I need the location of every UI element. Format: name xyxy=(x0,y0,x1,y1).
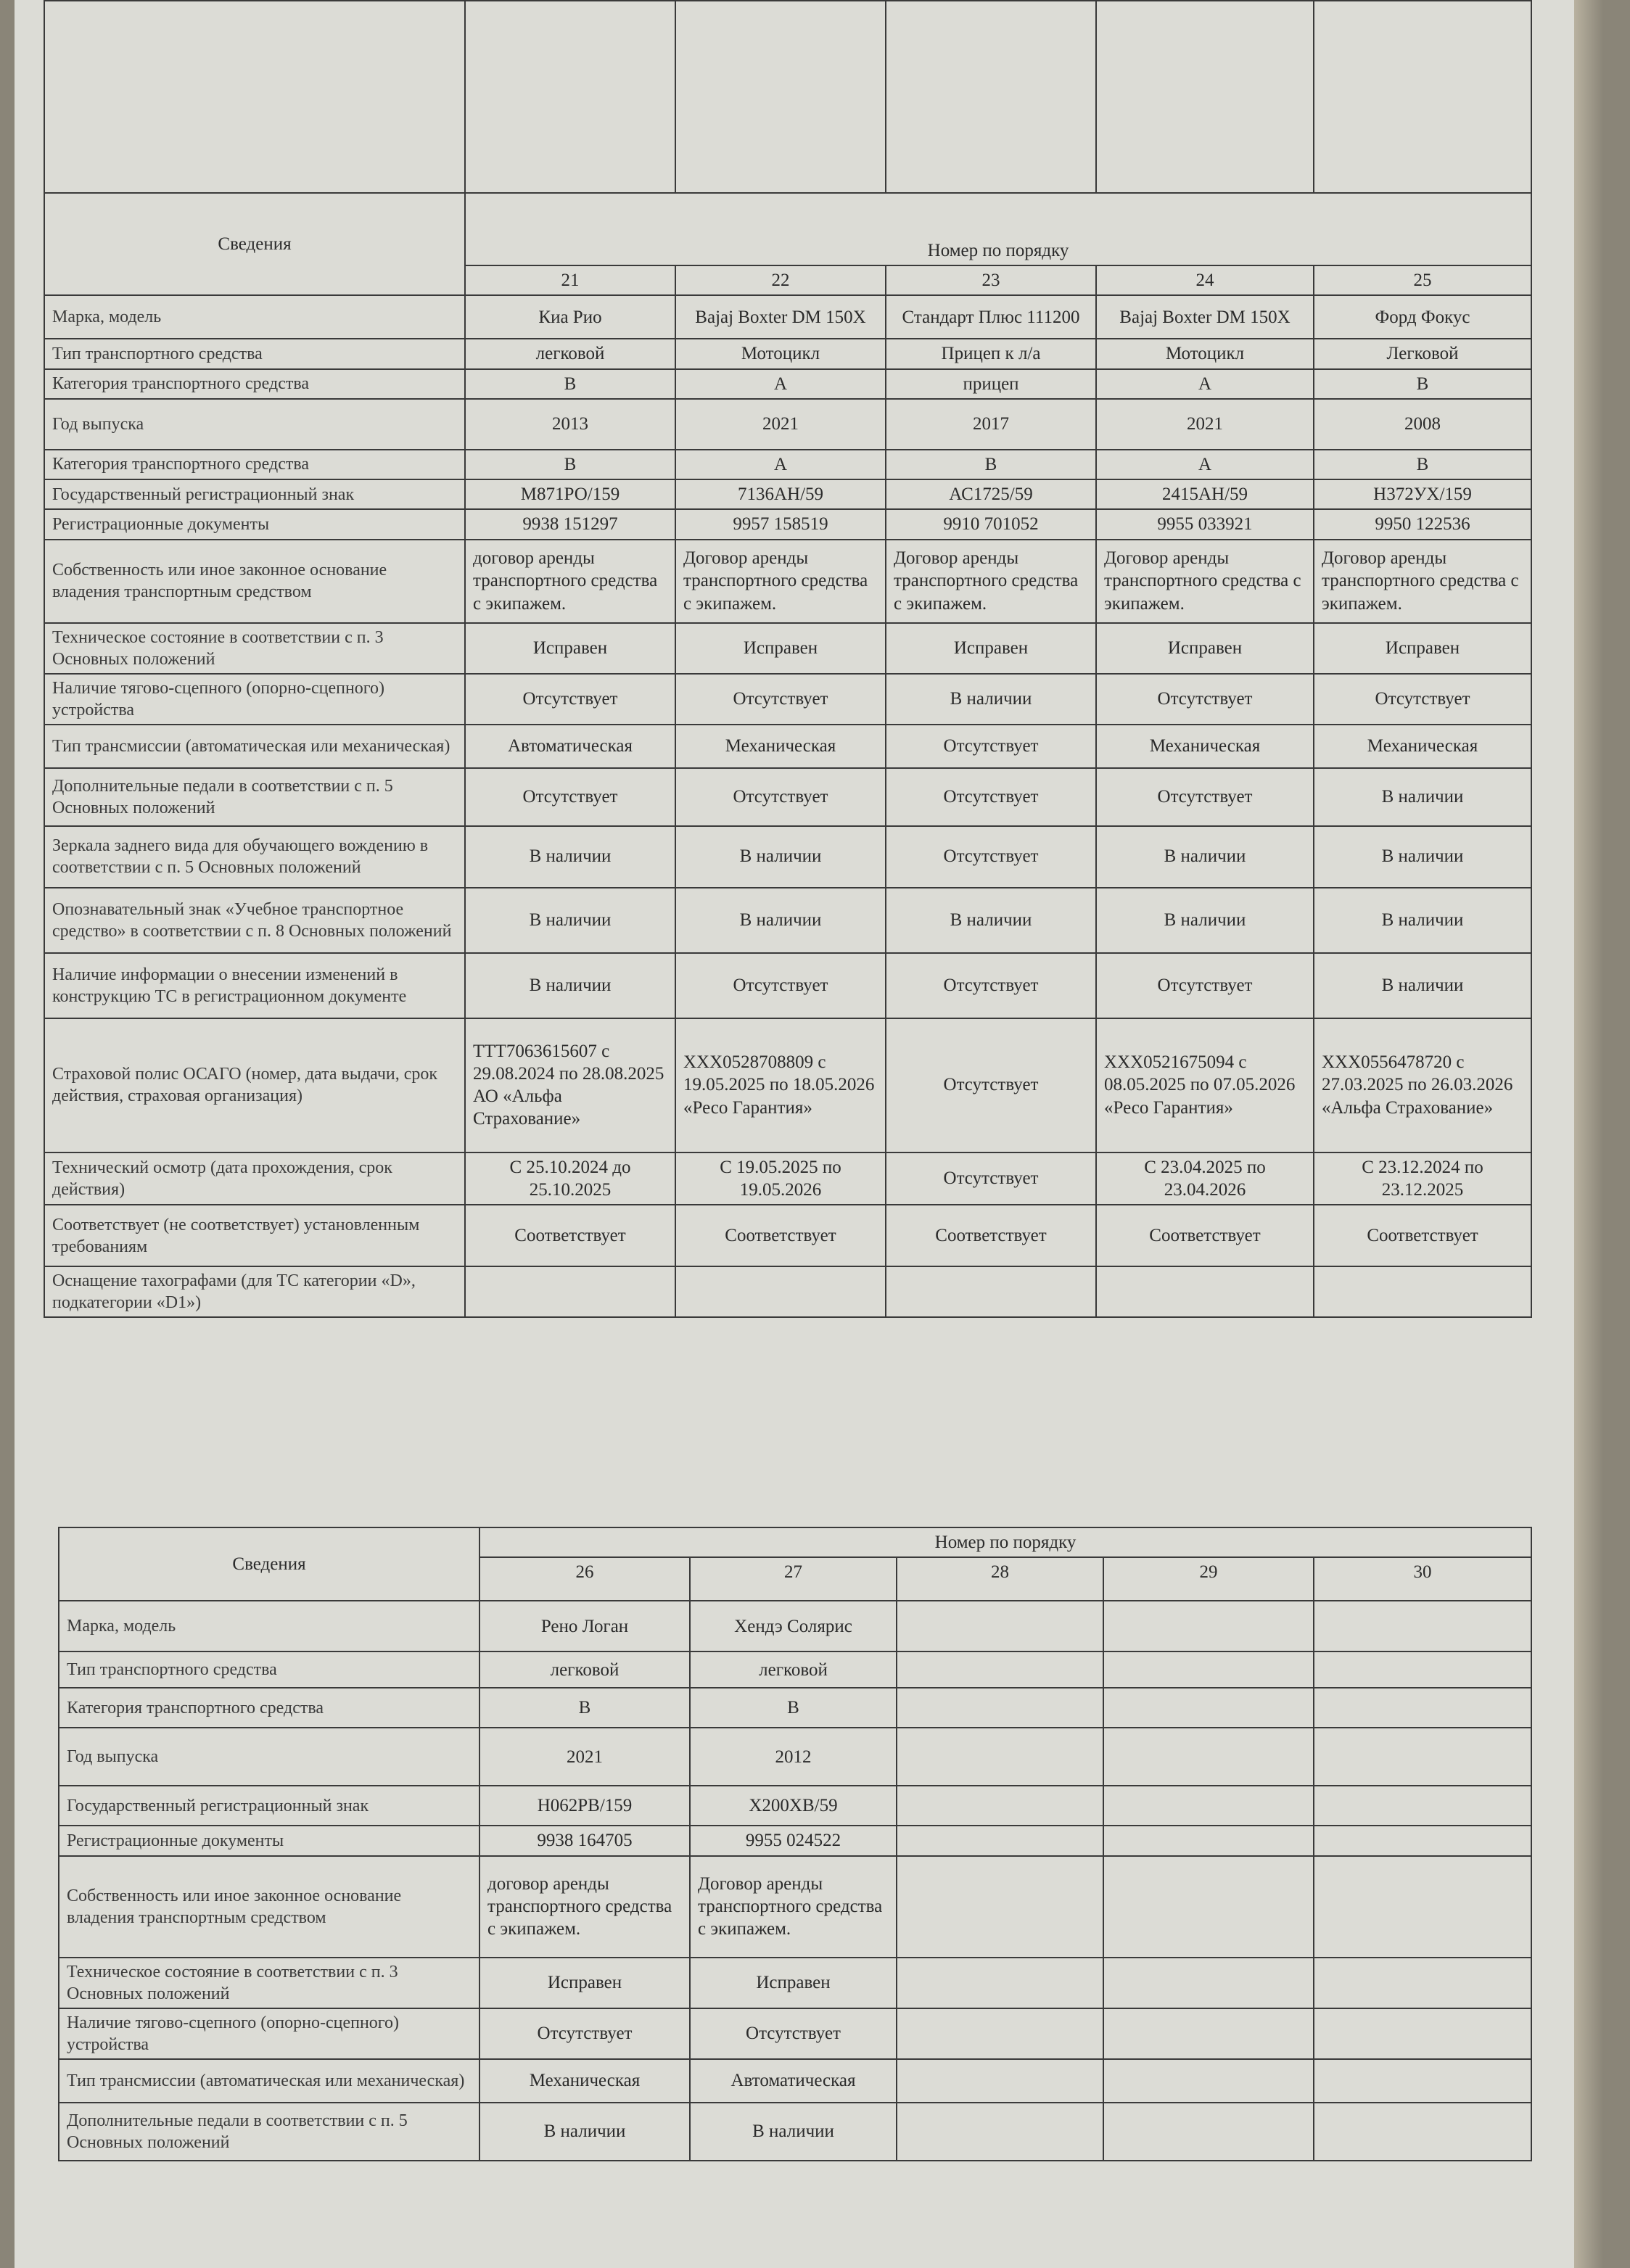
empty-cell xyxy=(675,1,886,193)
cell-value: 2021 xyxy=(675,399,886,450)
table-row xyxy=(59,2059,1531,2103)
cell-value: Механическая xyxy=(675,725,886,768)
cell-value: 2013 xyxy=(465,399,675,450)
row-label: Год выпуска xyxy=(59,1728,479,1786)
row-label: Марка, модель xyxy=(59,1601,479,1651)
cell-value: В наличии xyxy=(886,674,1096,725)
cell-value: договор аренды транспортного средства с экипажем. xyxy=(465,540,675,623)
cell-value xyxy=(1103,1601,1314,1651)
cell-value: Исправен xyxy=(465,623,675,674)
cell-value: B xyxy=(886,450,1096,479)
cell-value: легковой xyxy=(690,1651,897,1688)
cell-value: В наличии xyxy=(1314,826,1531,888)
cell-value: АС1725/59 xyxy=(886,479,1096,509)
cell-value: Соответствует xyxy=(465,1205,675,1266)
cell-value: A xyxy=(1096,450,1314,479)
cell-value xyxy=(1314,2059,1531,2103)
row-label: Страховой полис ОСАГО (номер, дата выдачи, срок действия, страховая организация) xyxy=(44,1018,465,1152)
row-label: Технический осмотр (дата прохождения, срок действия) xyxy=(44,1152,465,1205)
cell-value xyxy=(1103,2103,1314,2161)
row-label: Наличие информации о внесении изменений в конструкцию ТС в регистрационном документе xyxy=(44,953,465,1018)
cell-value xyxy=(897,1826,1103,1855)
cell-value: С 25.10.2024 до 25.10.2025 xyxy=(465,1152,675,1205)
cell-value: Соответствует xyxy=(675,1205,886,1266)
cell-value: Киа Рио xyxy=(465,295,675,339)
cell-value: Договор аренды транспортного средства с экипажем. xyxy=(690,1856,897,1958)
cell-value: Отсутствует xyxy=(886,725,1096,768)
table-row xyxy=(44,369,1531,399)
cell-value: Механическая xyxy=(1314,725,1531,768)
row-label: Государственный регистрационный знак xyxy=(44,479,465,509)
column-number: 22 xyxy=(675,265,886,295)
cell-value xyxy=(1103,1688,1314,1728)
cell-value xyxy=(897,1601,1103,1651)
cell-value: Соответствует xyxy=(1314,1205,1531,1266)
empty-cell xyxy=(1314,1,1531,193)
table-row xyxy=(44,1205,1531,1266)
row-label: Соответствует (не соответствует) установленным требованиям xyxy=(44,1205,465,1266)
table-row xyxy=(44,674,1531,725)
cell-value: В наличии xyxy=(690,2103,897,2161)
table-row xyxy=(59,1826,1531,1855)
cell-value xyxy=(1314,1651,1531,1688)
cell-value: 9955 033921 xyxy=(1096,509,1314,539)
cell-value xyxy=(897,1728,1103,1786)
cell-value: Договор аренды транспортного средства с экипажем. xyxy=(1314,540,1531,623)
cell-value: Легковой xyxy=(1314,339,1531,368)
table-row xyxy=(59,1728,1531,1786)
row-label: Категория транспортного средства xyxy=(59,1688,479,1728)
row-label: Тип трансмиссии (автоматическая или механическая) xyxy=(44,725,465,768)
cell-value: 9938 151297 xyxy=(465,509,675,539)
cell-value: 2415АН/59 xyxy=(1096,479,1314,509)
cell-value: В наличии xyxy=(465,953,675,1018)
row-label: Собственность или иное законное основание владения транспортным средством xyxy=(44,540,465,623)
table-row xyxy=(59,2103,1531,2161)
cell-value: М871РО/159 xyxy=(465,479,675,509)
cell-value: Механическая xyxy=(1096,725,1314,768)
cell-value: A xyxy=(1096,369,1314,399)
cell-value xyxy=(897,1651,1103,1688)
table-row xyxy=(59,1856,1531,1958)
table-row xyxy=(44,399,1531,450)
cell-value: С 23.04.2025 по 23.04.2026 xyxy=(1096,1152,1314,1205)
cell-value: Исправен xyxy=(479,1958,690,2008)
document-page xyxy=(15,0,1603,2268)
cell-value: Автоматическая xyxy=(465,725,675,768)
table-row xyxy=(44,450,1531,479)
cell-value: В наличии xyxy=(675,888,886,953)
cell-value: 2017 xyxy=(886,399,1096,450)
cell-value: Мотоцикл xyxy=(1096,339,1314,368)
cell-value: Исправен xyxy=(1096,623,1314,674)
cell-value: B xyxy=(465,450,675,479)
cell-value: В наличии xyxy=(1096,888,1314,953)
table-row xyxy=(59,1958,1531,2008)
cell-value: Отсутствует xyxy=(1096,674,1314,725)
cell-value: Отсутствует xyxy=(886,953,1096,1018)
cell-value: Bajaj Boxter DM 150X xyxy=(1096,295,1314,339)
cell-value xyxy=(465,1266,675,1317)
empty-cell xyxy=(465,1,675,193)
table-row xyxy=(44,295,1531,339)
table-row xyxy=(44,509,1531,539)
row-label: Категория транспортного средства xyxy=(44,369,465,399)
column-number: 28 xyxy=(897,1557,1103,1601)
row-label: Тип транспортного средства xyxy=(59,1651,479,1688)
cell-value: 9955 024522 xyxy=(690,1826,897,1855)
cell-value xyxy=(897,1786,1103,1826)
cell-value xyxy=(1314,1958,1531,2008)
cell-value xyxy=(897,1688,1103,1728)
cell-value xyxy=(897,2103,1103,2161)
cell-value xyxy=(1103,2059,1314,2103)
table-row xyxy=(44,888,1531,953)
row-label: Техническое состояние в соответствии с п. 3 Основных положений xyxy=(44,623,465,674)
cell-value: B xyxy=(465,369,675,399)
cell-value: Отсутствует xyxy=(886,1152,1096,1205)
cell-value xyxy=(1314,1856,1531,1958)
cell-value xyxy=(897,2059,1103,2103)
cell-value: Отсутствует xyxy=(675,674,886,725)
cell-value: 9957 158519 xyxy=(675,509,886,539)
header-label: Сведения xyxy=(59,1527,479,1601)
table-row xyxy=(44,1018,1531,1152)
cell-value: Соответствует xyxy=(886,1205,1096,1266)
cell-value: легковой xyxy=(465,339,675,368)
cell-value: Н372УХ/159 xyxy=(1314,479,1531,509)
row-label: Регистрационные документы xyxy=(59,1826,479,1855)
page-edge-shadow xyxy=(1574,0,1603,2268)
empty-cell xyxy=(1096,1,1314,193)
cell-value: Исправен xyxy=(690,1958,897,2008)
cell-value: 2012 xyxy=(690,1728,897,1786)
cell-value: 7136АН/59 xyxy=(675,479,886,509)
cell-value xyxy=(1314,1688,1531,1728)
cell-value xyxy=(1314,1786,1531,1826)
cell-value: 2008 xyxy=(1314,399,1531,450)
cell-value: В наличии xyxy=(675,826,886,888)
cell-value: Форд Фокус xyxy=(1314,295,1531,339)
cell-value xyxy=(1103,1958,1314,2008)
cell-value xyxy=(886,1266,1096,1317)
row-label: Техническое состояние в соответствии с п. 3 Основных положений xyxy=(59,1958,479,2008)
row-label: Марка, модель xyxy=(44,295,465,339)
row-label: Наличие тягово-сцепного (опорно-сцепного) устройства xyxy=(59,2008,479,2059)
cell-value: 2021 xyxy=(1096,399,1314,450)
cell-value: Автоматическая xyxy=(690,2059,897,2103)
cell-value: Bajaj Boxter DM 150X xyxy=(675,295,886,339)
row-label: Тип транспортного средства xyxy=(44,339,465,368)
cell-value: Отсутствует xyxy=(675,768,886,826)
column-number: 23 xyxy=(886,265,1096,295)
table-row xyxy=(59,1688,1531,1728)
cell-value xyxy=(1103,1786,1314,1826)
cell-value: ХХХ0521675094 с 08.05.2025 по 07.05.2026 «Ресо Гарантия» xyxy=(1096,1018,1314,1152)
row-label: Тип трансмиссии (автоматическая или механическая) xyxy=(59,2059,479,2103)
cell-value xyxy=(1314,1601,1531,1651)
cell-value xyxy=(675,1266,886,1317)
row-label: Дополнительные педали в соответствии с п. 5 Основных положений xyxy=(59,2103,479,2161)
table-row xyxy=(44,826,1531,888)
header-group: Номер по порядку xyxy=(479,1527,1531,1557)
cell-value: В наличии xyxy=(886,888,1096,953)
row-label: Государственный регистрационный знак xyxy=(59,1786,479,1826)
cell-value: Отсутствует xyxy=(465,768,675,826)
cell-value: Отсутствует xyxy=(886,1018,1096,1152)
cell-value: A xyxy=(675,450,886,479)
table-row xyxy=(59,1651,1531,1688)
cell-value xyxy=(1314,1266,1531,1317)
table-row xyxy=(44,479,1531,509)
cell-value xyxy=(1314,2008,1531,2059)
cell-value: Отсутствует xyxy=(1314,674,1531,725)
row-label: Опознавательный знак «Учебное транспортное средство» в соответствии с п. 8 Основных положений xyxy=(44,888,465,953)
cell-value xyxy=(1314,2103,1531,2161)
cell-value: Прицеп к л/а xyxy=(886,339,1096,368)
cell-value: Договор аренды транспортного средства с экипажем. xyxy=(675,540,886,623)
cell-value: С 19.05.2025 по 19.05.2026 xyxy=(675,1152,886,1205)
cell-value: Н062РВ/159 xyxy=(479,1786,690,1826)
cell-value xyxy=(1103,1651,1314,1688)
row-label: Регистрационные документы xyxy=(44,509,465,539)
cell-value: Отсутствует xyxy=(1096,953,1314,1018)
cell-value xyxy=(1103,1856,1314,1958)
vehicles-table-26-30 xyxy=(58,1527,1532,2161)
cell-value: B xyxy=(479,1688,690,1728)
cell-value: Отсутствует xyxy=(675,953,886,1018)
table-row xyxy=(44,1266,1531,1317)
table-row xyxy=(44,540,1531,623)
table-row xyxy=(44,339,1531,368)
empty-cell xyxy=(886,1,1096,193)
table-row xyxy=(44,953,1531,1018)
column-number: 26 xyxy=(479,1557,690,1601)
cell-value: Механическая xyxy=(479,2059,690,2103)
cell-value: 9910 701052 xyxy=(886,509,1096,539)
cell-value: В наличии xyxy=(465,826,675,888)
column-number: 25 xyxy=(1314,265,1531,295)
cell-value: Стандарт Плюс 111200 xyxy=(886,295,1096,339)
table-row xyxy=(59,1786,1531,1826)
cell-value: A xyxy=(675,369,886,399)
table-row xyxy=(44,725,1531,768)
cell-value xyxy=(1103,1728,1314,1786)
cell-value: ХХХ0556478720 с 27.03.2025 по 26.03.2026 «Альфа Страхование» xyxy=(1314,1018,1531,1152)
cell-value: Отсутствует xyxy=(690,2008,897,2059)
cell-value xyxy=(897,2008,1103,2059)
row-label: Год выпуска xyxy=(44,399,465,450)
cell-value: Отсутствует xyxy=(479,2008,690,2059)
cell-value: Исправен xyxy=(675,623,886,674)
vehicles-table-21-25 xyxy=(44,192,1532,1318)
empty-cell xyxy=(44,1,465,193)
column-number: 21 xyxy=(465,265,675,295)
row-label: Дополнительные педали в соответствии с п. 5 Основных положений xyxy=(44,768,465,826)
cell-value: прицеп xyxy=(886,369,1096,399)
cell-value: 9938 164705 xyxy=(479,1826,690,1855)
cell-value: Договор аренды транспортного средства с экипажем. xyxy=(886,540,1096,623)
column-number: 24 xyxy=(1096,265,1314,295)
cell-value: Х200ХВ/59 xyxy=(690,1786,897,1826)
cell-value: Мотоцикл xyxy=(675,339,886,368)
cell-value: Рено Логан xyxy=(479,1601,690,1651)
cell-value: В наличии xyxy=(465,888,675,953)
cell-value: ТТТ7063615607 с 29.08.2024 по 28.08.2025 АО «Альфа Страхование» xyxy=(465,1018,675,1152)
cell-value: В наличии xyxy=(1314,768,1531,826)
header-group: Номер по порядку xyxy=(465,193,1531,265)
top-empty-grid xyxy=(44,0,1532,194)
cell-value: B xyxy=(690,1688,897,1728)
cell-value: 2021 xyxy=(479,1728,690,1786)
cell-value: 9950 122536 xyxy=(1314,509,1531,539)
cell-value xyxy=(897,1856,1103,1958)
cell-value: Соответствует xyxy=(1096,1205,1314,1266)
cell-value xyxy=(1314,1826,1531,1855)
cell-value: С 23.12.2024 по 23.12.2025 xyxy=(1314,1152,1531,1205)
column-number: 30 xyxy=(1314,1557,1531,1601)
cell-value: В наличии xyxy=(1096,826,1314,888)
cell-value: В наличии xyxy=(1314,888,1531,953)
table-row xyxy=(44,1152,1531,1205)
cell-value: договор аренды транспортного средства с экипажем. xyxy=(479,1856,690,1958)
cell-value xyxy=(1103,1826,1314,1855)
cell-value xyxy=(897,1958,1103,2008)
cell-value: В наличии xyxy=(479,2103,690,2161)
cell-value: B xyxy=(1314,450,1531,479)
row-label: Категория транспортного средства xyxy=(44,450,465,479)
table-row xyxy=(44,768,1531,826)
cell-value: B xyxy=(1314,369,1531,399)
cell-value xyxy=(1103,2008,1314,2059)
column-number: 27 xyxy=(690,1557,897,1601)
row-label: Зеркала заднего вида для обучающего вождению в соответствии с п. 5 Основных положений xyxy=(44,826,465,888)
table-row xyxy=(59,2008,1531,2059)
cell-value: легковой xyxy=(479,1651,690,1688)
cell-value xyxy=(1096,1266,1314,1317)
cell-value xyxy=(1314,1728,1531,1786)
cell-value: Отсутствует xyxy=(886,826,1096,888)
cell-value: ХХХ0528708809 с 19.05.2025 по 18.05.2026 «Ресо Гарантия» xyxy=(675,1018,886,1152)
cell-value: Исправен xyxy=(1314,623,1531,674)
row-label: Собственность или иное законное основание владения транспортным средством xyxy=(59,1856,479,1958)
column-number: 29 xyxy=(1103,1557,1314,1601)
cell-value: Отсутствует xyxy=(465,674,675,725)
header-label: Сведения xyxy=(44,193,465,295)
table-row xyxy=(59,1601,1531,1651)
cell-value: Исправен xyxy=(886,623,1096,674)
row-label: Оснащение тахографами (для ТС категории «D», подкатегории «D1») xyxy=(44,1266,465,1317)
cell-value: Отсутствует xyxy=(886,768,1096,826)
table-row xyxy=(44,623,1531,674)
row-label: Наличие тягово-сцепного (опорно-сцепного) устройства xyxy=(44,674,465,725)
cell-value: В наличии xyxy=(1314,953,1531,1018)
cell-value: Договор аренды транспортного средства с экипажем. xyxy=(1096,540,1314,623)
cell-value: Отсутствует xyxy=(1096,768,1314,826)
cell-value: Хендэ Солярис xyxy=(690,1601,897,1651)
